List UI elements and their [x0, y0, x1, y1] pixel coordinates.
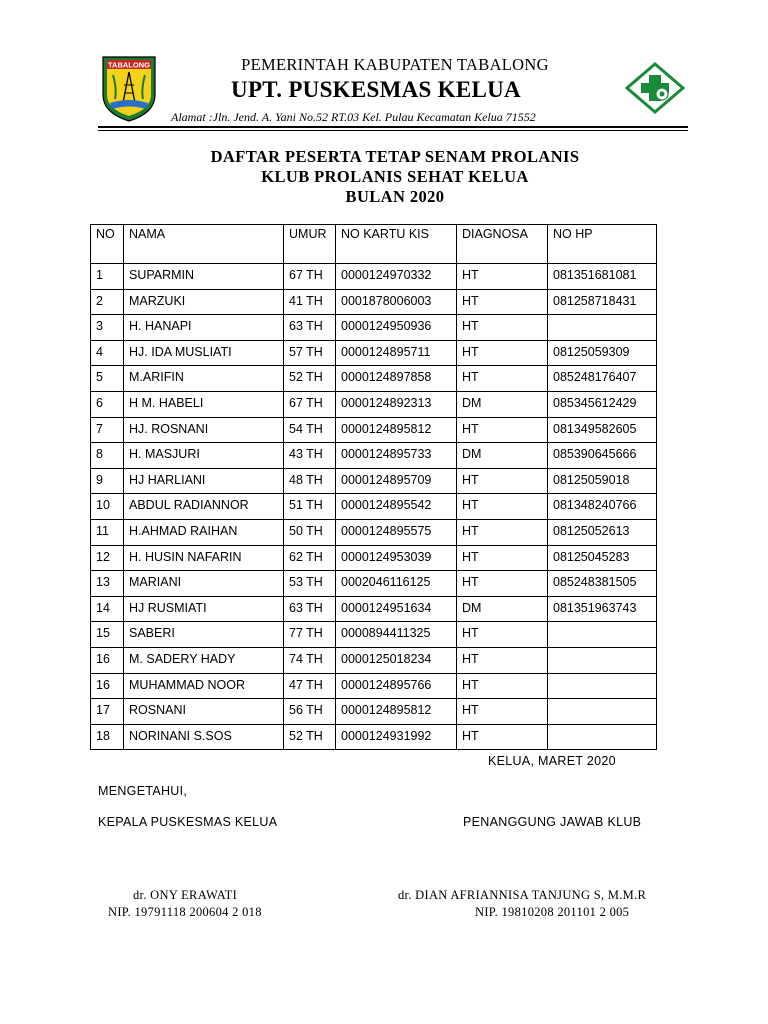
cell-no: 14	[91, 596, 124, 622]
table-row	[91, 596, 657, 622]
table-row	[91, 468, 657, 494]
cell-phone: 085345612429	[548, 391, 657, 417]
cell-name: SUPARMIN	[124, 264, 284, 290]
cell-age: 63 TH	[284, 596, 336, 622]
cell-age: 50 TH	[284, 519, 336, 545]
cell-phone	[548, 724, 657, 750]
table-row	[91, 494, 657, 520]
table-row	[91, 724, 657, 750]
government-name: PEMERINTAH KABUPATEN TABALONG	[241, 55, 549, 74]
cell-no: 16	[91, 647, 124, 673]
cell-phone	[548, 647, 657, 673]
cell-no: 11	[91, 519, 124, 545]
cell-age: 62 TH	[284, 545, 336, 571]
emblem-text: TABALONG	[108, 60, 150, 70]
cell-age: 77 TH	[284, 622, 336, 648]
acknowledgement-label: MENGETAHUI,	[98, 784, 188, 798]
letterhead-rule-thin	[98, 130, 688, 131]
cell-diagnosis: HT	[457, 417, 548, 443]
cell-kis-card: 0000124895709	[336, 468, 457, 494]
cell-kis-card: 0000124895733	[336, 443, 457, 469]
cell-diagnosis: DM	[457, 391, 548, 417]
cell-no: 9	[91, 468, 124, 494]
cell-diagnosis: HT	[457, 340, 548, 366]
cell-phone: 08125059309	[548, 340, 657, 366]
organization-name: UPT. PUSKESMAS KELUA	[231, 77, 521, 102]
table-row	[91, 699, 657, 725]
cell-name: ROSNANI	[124, 699, 284, 725]
cell-no: 5	[91, 366, 124, 392]
document-subtitle: KLUB PROLANIS SEHAT KELUA	[261, 167, 529, 186]
cell-kis-card: 0000125018234	[336, 647, 457, 673]
cell-age: 56 TH	[284, 699, 336, 725]
column-header-no: NO	[91, 225, 124, 264]
cell-kis-card: 0000124892313	[336, 391, 457, 417]
cell-phone	[548, 315, 657, 341]
cell-no: 7	[91, 417, 124, 443]
cell-phone: 08125052613	[548, 519, 657, 545]
cell-age: 74 TH	[284, 647, 336, 673]
cell-diagnosis: HT	[457, 289, 548, 315]
cell-diagnosis: HT	[457, 519, 548, 545]
cell-kis-card: 0002046116125	[336, 571, 457, 597]
club-responsible-name: dr. DIAN AFRIANNISA TANJUNG S, M.M.R	[398, 888, 647, 902]
cell-diagnosis: HT	[457, 366, 548, 392]
cell-kis-card: 0000894411325	[336, 622, 457, 648]
cell-kis-card: 0000124970332	[336, 264, 457, 290]
cell-phone: 081348240766	[548, 494, 657, 520]
cell-name: HJ RUSMIATI	[124, 596, 284, 622]
cell-age: 63 TH	[284, 315, 336, 341]
document-title: DAFTAR PESERTA TETAP SENAM PROLANIS	[210, 147, 580, 166]
cell-name: M.ARIFIN	[124, 366, 284, 392]
cell-name: NORINANI S.SOS	[124, 724, 284, 750]
cell-no: 17	[91, 699, 124, 725]
cell-kis-card: 0000124931992	[336, 724, 457, 750]
cell-phone	[548, 699, 657, 725]
cell-name: HJ. IDA MUSLIATI	[124, 340, 284, 366]
cell-kis-card: 0000124897858	[336, 366, 457, 392]
cell-name: MARZUKI	[124, 289, 284, 315]
cell-age: 51 TH	[284, 494, 336, 520]
cell-name: ABDUL RADIANNOR	[124, 494, 284, 520]
cell-diagnosis: HT	[457, 468, 548, 494]
cell-name: M. SADERY HADY	[124, 647, 284, 673]
cell-phone: 081349582605	[548, 417, 657, 443]
cell-phone: 085248176407	[548, 366, 657, 392]
cell-no: 8	[91, 443, 124, 469]
cell-name: HJ HARLIANI	[124, 468, 284, 494]
table-body	[91, 264, 657, 750]
cell-age: 48 TH	[284, 468, 336, 494]
cell-age: 53 TH	[284, 571, 336, 597]
table-row	[91, 571, 657, 597]
head-of-puskesmas-name: dr. ONY ERAWATI	[133, 888, 238, 902]
address-line: Alamat :Jln. Jend. A. Yani No.52 RT.03 Kel. Pulau Kecamatan Kelua 71552	[171, 110, 536, 124]
cell-name: MUHAMMAD NOOR	[124, 673, 284, 699]
cell-age: 54 TH	[284, 417, 336, 443]
cell-no: 13	[91, 571, 124, 597]
cell-age: 41 TH	[284, 289, 336, 315]
cell-phone: 081351681081	[548, 264, 657, 290]
table-row	[91, 417, 657, 443]
cell-kis-card: 0000124895711	[336, 340, 457, 366]
column-header-kis-card: NO KARTU KIS	[336, 225, 457, 264]
cell-diagnosis: HT	[457, 647, 548, 673]
cell-name: H. HUSIN NAFARIN	[124, 545, 284, 571]
cell-age: 52 TH	[284, 724, 336, 750]
cell-name: H. HANAPI	[124, 315, 284, 341]
cell-phone: 085390645666	[548, 443, 657, 469]
cell-name: SABERI	[124, 622, 284, 648]
cell-diagnosis: HT	[457, 494, 548, 520]
cell-kis-card: 0000124895575	[336, 519, 457, 545]
cell-no: 10	[91, 494, 124, 520]
cell-diagnosis: HT	[457, 724, 548, 750]
cell-phone: 081351963743	[548, 596, 657, 622]
cell-diagnosis: HT	[457, 622, 548, 648]
cell-name: HJ. ROSNANI	[124, 417, 284, 443]
cell-age: 67 TH	[284, 264, 336, 290]
cell-no: 4	[91, 340, 124, 366]
document-period: BULAN 2020	[345, 187, 445, 206]
table-row	[91, 264, 657, 290]
table-row	[91, 289, 657, 315]
cell-no: 1	[91, 264, 124, 290]
cell-diagnosis: DM	[457, 443, 548, 469]
head-of-puskesmas-title: KEPALA PUSKESMAS KELUA	[98, 815, 278, 829]
cell-no: 2	[91, 289, 124, 315]
cell-diagnosis: HT	[457, 264, 548, 290]
cell-diagnosis: HT	[457, 315, 548, 341]
cell-phone	[548, 673, 657, 699]
club-responsible-nip: NIP. 19810208 201101 2 005	[475, 905, 630, 919]
cell-phone: 08125059018	[548, 468, 657, 494]
table-row	[91, 443, 657, 469]
cell-diagnosis: HT	[457, 545, 548, 571]
cell-diagnosis: HT	[457, 673, 548, 699]
table-header-row	[91, 225, 657, 264]
cell-kis-card: 0000124895542	[336, 494, 457, 520]
cell-age: 47 TH	[284, 673, 336, 699]
cell-age: 57 TH	[284, 340, 336, 366]
cell-name: H M. HABELI	[124, 391, 284, 417]
cell-phone	[548, 622, 657, 648]
cell-no: 3	[91, 315, 124, 341]
cell-no: 15	[91, 622, 124, 648]
table-row	[91, 673, 657, 699]
table-row	[91, 545, 657, 571]
participants-table	[90, 224, 657, 750]
cell-diagnosis: HT	[457, 571, 548, 597]
column-header-diagnosis: DIAGNOSA	[457, 225, 548, 264]
cell-age: 67 TH	[284, 391, 336, 417]
cell-no: 12	[91, 545, 124, 571]
cell-name: H.AHMAD RAIHAN	[124, 519, 284, 545]
cell-age: 52 TH	[284, 366, 336, 392]
cell-name: MARIANI	[124, 571, 284, 597]
cell-diagnosis: DM	[457, 596, 548, 622]
letterhead-rule-thick	[98, 126, 688, 128]
table-row	[91, 647, 657, 673]
table-row	[91, 519, 657, 545]
cell-phone: 081258718431	[548, 289, 657, 315]
cell-phone: 08125045283	[548, 545, 657, 571]
table-row	[91, 340, 657, 366]
cell-kis-card: 0000124951634	[336, 596, 457, 622]
cell-phone: 085248381505	[548, 571, 657, 597]
cell-no: 18	[91, 724, 124, 750]
column-header-name: NAMA	[124, 225, 284, 264]
column-header-phone: NO HP	[548, 225, 657, 264]
table-row	[91, 391, 657, 417]
cell-kis-card: 0000124953039	[336, 545, 457, 571]
cell-kis-card: 0001878006003	[336, 289, 457, 315]
cell-kis-card: 0000124895766	[336, 673, 457, 699]
cell-kis-card: 0000124895812	[336, 699, 457, 725]
head-of-puskesmas-nip: NIP. 19791118 200604 2 018	[108, 905, 262, 919]
column-header-age: UMUR	[284, 225, 336, 264]
cell-name: H. MASJURI	[124, 443, 284, 469]
place-and-date: KELUA, MARET 2020	[488, 754, 616, 768]
cell-kis-card: 0000124950936	[336, 315, 457, 341]
club-responsible-title: PENANGGUNG JAWAB KLUB	[463, 815, 642, 829]
table-row	[91, 622, 657, 648]
table-row	[91, 315, 657, 341]
cell-no: 16	[91, 673, 124, 699]
cell-age: 43 TH	[284, 443, 336, 469]
table-row	[91, 366, 657, 392]
cell-no: 6	[91, 391, 124, 417]
cell-kis-card: 0000124895812	[336, 417, 457, 443]
cell-diagnosis: HT	[457, 699, 548, 725]
